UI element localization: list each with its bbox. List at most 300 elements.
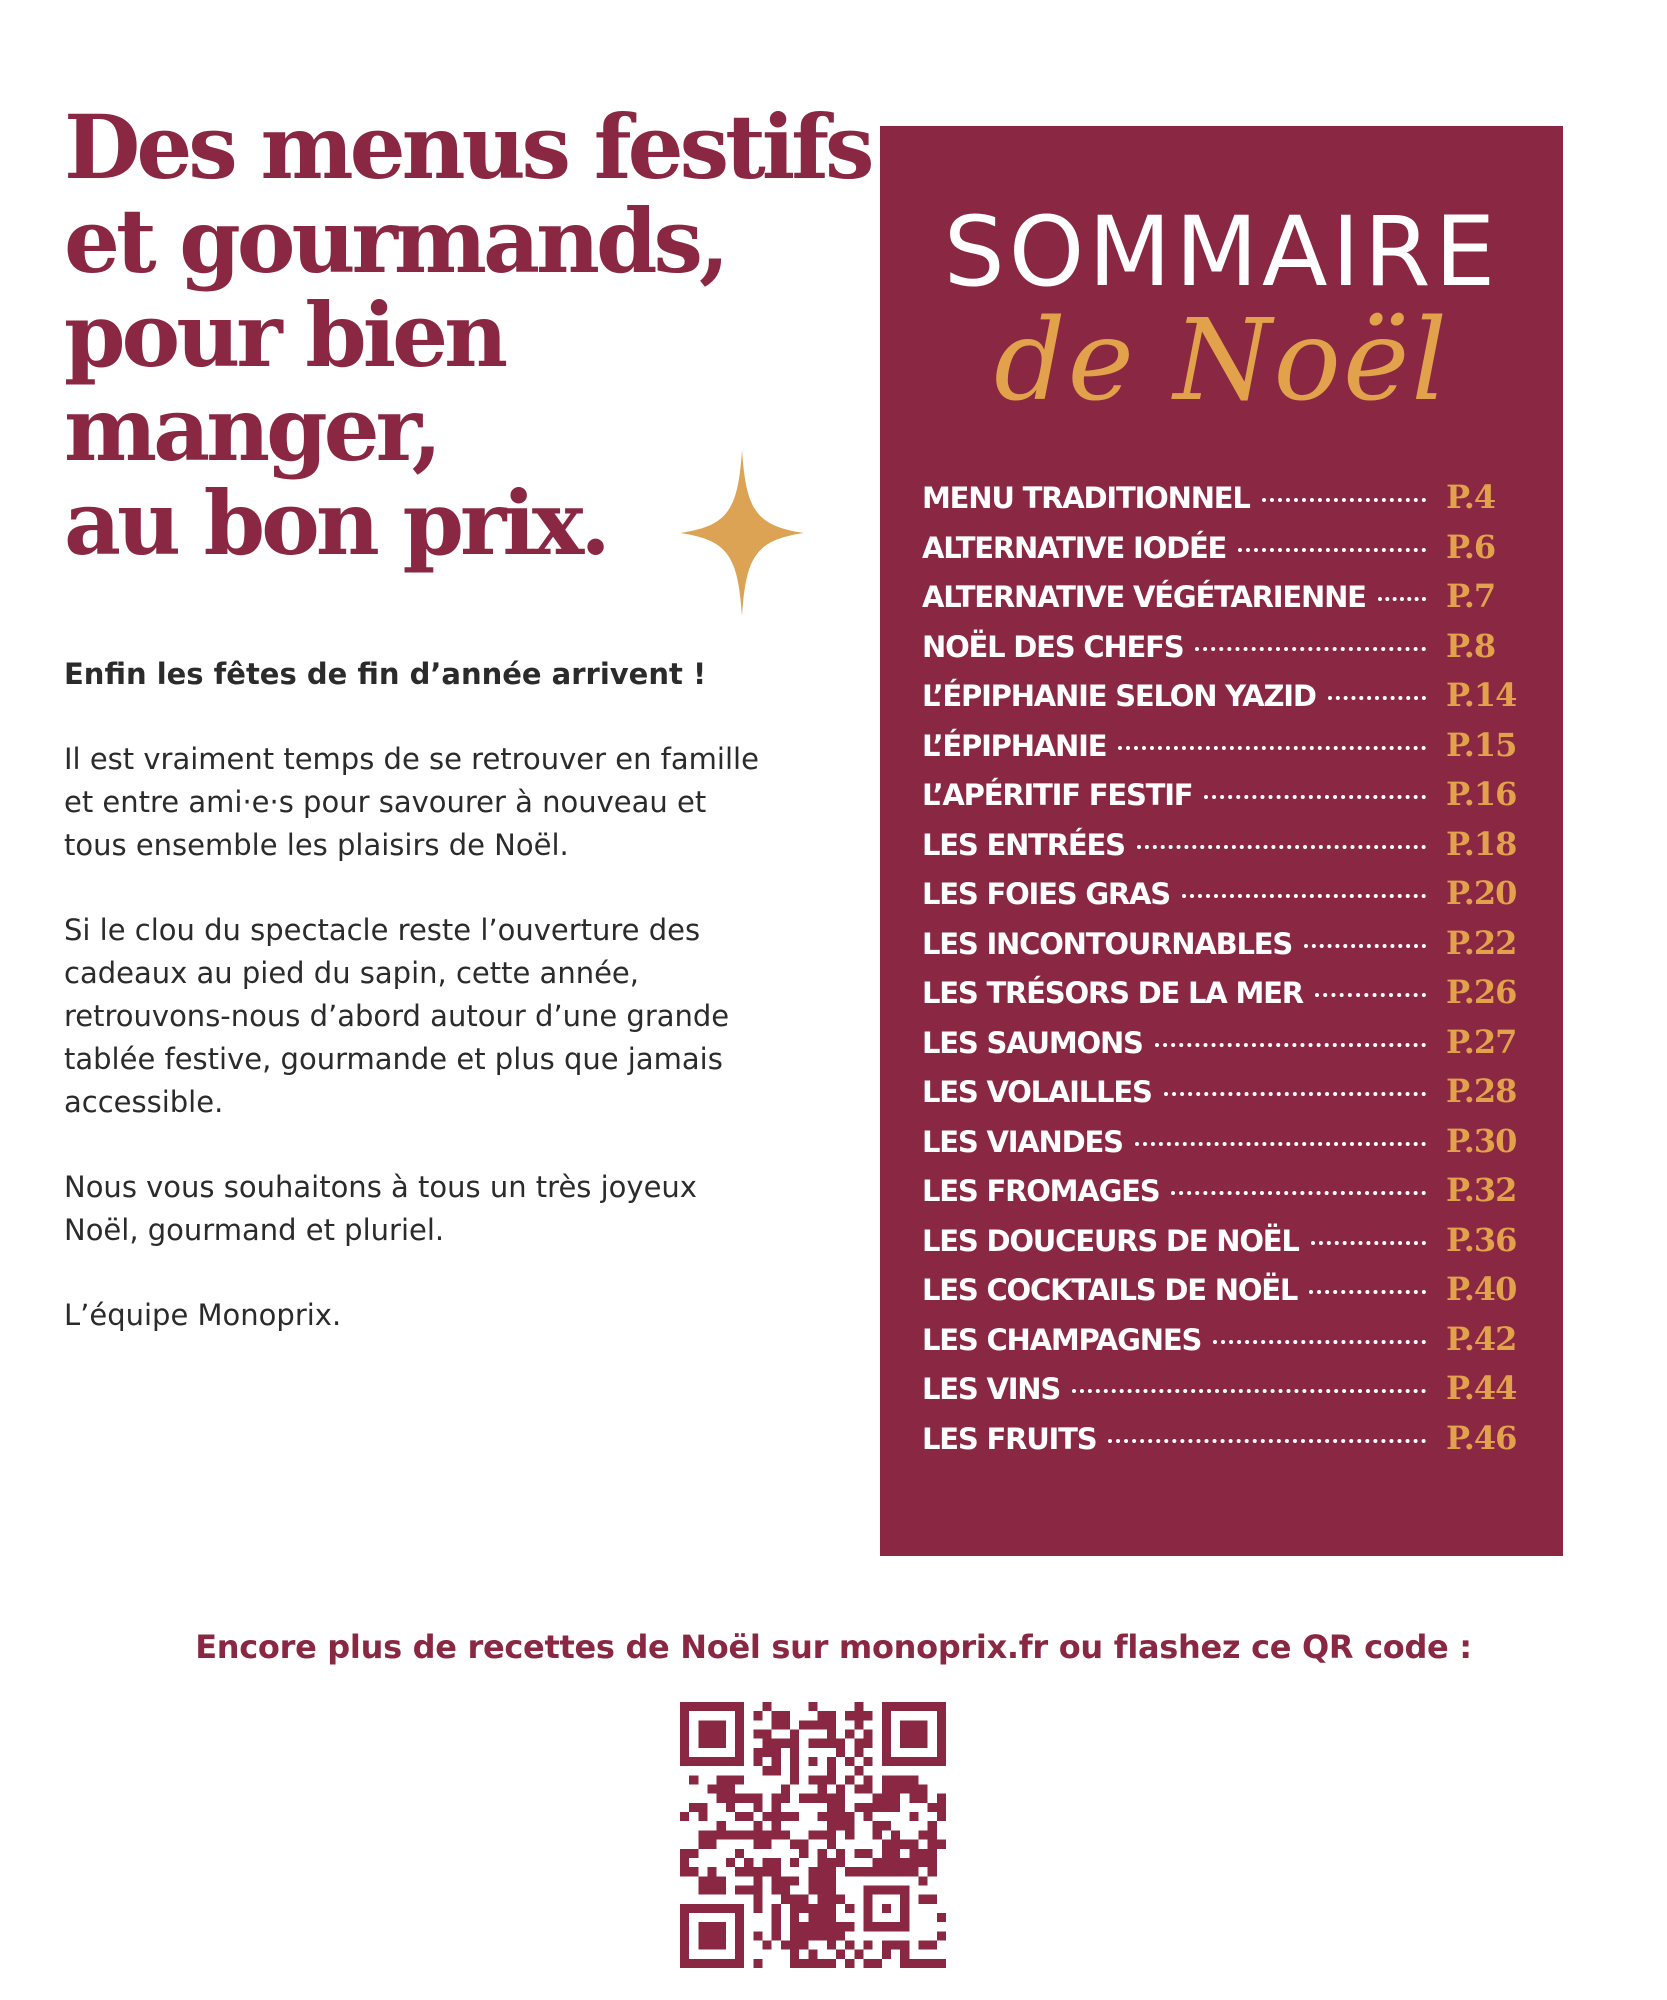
- qr-module: [799, 1720, 808, 1729]
- qr-module: [928, 1867, 937, 1876]
- toc-page: P.44: [1446, 1369, 1517, 1407]
- qr-module: [808, 1876, 817, 1885]
- qr-module: [854, 1748, 863, 1757]
- qr-module: [827, 1803, 836, 1812]
- toc-page: P.7: [1446, 577, 1496, 615]
- qr-module: [763, 1702, 772, 1711]
- qr-module: [808, 1904, 817, 1913]
- qr-module: [918, 1940, 927, 1949]
- qr-module: [781, 1720, 790, 1729]
- toc-dots: [1328, 696, 1426, 700]
- qr-module: [928, 1895, 937, 1904]
- qr-module: [708, 1885, 717, 1894]
- qr-module: [845, 1711, 854, 1720]
- qr-module: [717, 1830, 726, 1839]
- qr-module: [717, 1794, 726, 1803]
- qr-module: [799, 1840, 808, 1849]
- toc-page: P.14: [1446, 676, 1517, 714]
- qr-module: [882, 1849, 891, 1858]
- qr-module: [753, 1867, 762, 1876]
- qr-module: [854, 1867, 863, 1876]
- qr-module: [717, 1785, 726, 1794]
- qr-module: [928, 1940, 937, 1949]
- qr-module: [891, 1785, 900, 1794]
- qr-module: [818, 1720, 827, 1729]
- qr-module: [790, 1739, 799, 1748]
- qr-module: [772, 1739, 781, 1748]
- qr-module: [891, 1840, 900, 1849]
- qr-module: [680, 1858, 689, 1867]
- qr-module: [772, 1766, 781, 1775]
- qr-module: [827, 1739, 836, 1748]
- qr-module: [772, 1821, 781, 1830]
- qr-module: [708, 1830, 717, 1839]
- qr-module: [882, 1775, 891, 1784]
- qr-module: [790, 1922, 799, 1931]
- qr-module: [827, 1885, 836, 1894]
- qr-module: [753, 1959, 762, 1968]
- headline-line: pour bien: [64, 283, 505, 387]
- toc-page: P.46: [1446, 1418, 1517, 1457]
- toc-dots: [1195, 647, 1426, 651]
- qr-module: [891, 1940, 900, 1949]
- intro-text: [64, 653, 774, 1379]
- qr-module: [790, 1812, 799, 1821]
- qr-module: [827, 1895, 836, 1904]
- qr-module: [827, 1913, 836, 1922]
- qr-module: [909, 1785, 918, 1794]
- qr-module: [827, 1858, 836, 1867]
- toc-label: LES VINS: [922, 1372, 1061, 1406]
- qr-module: [781, 1876, 790, 1885]
- qr-module: [818, 1922, 827, 1931]
- qr-module: [753, 1840, 762, 1849]
- toc-dots: [1309, 1290, 1426, 1294]
- qr-module: [900, 1775, 909, 1784]
- qr-module: [827, 1959, 836, 1968]
- qr-module: [928, 1959, 937, 1968]
- qr-module: [708, 1867, 717, 1876]
- qr-module: [928, 1830, 937, 1839]
- headline-line: au bon prix.: [64, 471, 607, 575]
- qr-module: [845, 1867, 854, 1876]
- qr-module: [836, 1895, 845, 1904]
- qr-module: [918, 1858, 927, 1867]
- qr-module: [827, 1830, 836, 1839]
- qr-module: [873, 1959, 882, 1968]
- qr-module: [827, 1757, 836, 1766]
- qr-module: [753, 1821, 762, 1830]
- qr-module: [772, 1931, 781, 1940]
- intro-lead: Enfin les fêtes de fin d’année arrivent !: [64, 657, 707, 691]
- qr-module: [827, 1876, 836, 1885]
- qr-module: [744, 1794, 753, 1803]
- qr-module: [836, 1931, 845, 1940]
- table-of-contents: [922, 478, 1522, 1468]
- qr-module: [790, 1840, 799, 1849]
- qr-module: [818, 1830, 827, 1839]
- qr-module: [808, 1950, 817, 1959]
- toc-page: P.16: [1446, 775, 1517, 813]
- qr-module: [808, 1720, 817, 1729]
- qr-module: [753, 1876, 762, 1885]
- intro-paragraph: Il est vraiment temps de se retrouver en famille et entre ami·e·s pour savourer à nouveau et tous ensemble les plaisirs de Noël.: [64, 742, 759, 862]
- qr-module: [873, 1867, 882, 1876]
- qr-module: [854, 1720, 863, 1729]
- qr-module: [772, 1711, 781, 1720]
- qr-module: [808, 1757, 817, 1766]
- qr-module: [900, 1867, 909, 1876]
- qr-module: [937, 1913, 946, 1922]
- qr-module: [818, 1858, 827, 1867]
- qr-module: [680, 1867, 689, 1876]
- qr-module: [753, 1794, 762, 1803]
- toc-item[interactable]: [922, 1369, 1522, 1419]
- qr-module: [854, 1739, 863, 1748]
- qr-module: [708, 1840, 717, 1849]
- qr-module: [735, 1812, 744, 1821]
- toc-dots: [1155, 1043, 1426, 1047]
- toc-item[interactable]: [922, 528, 1522, 578]
- qr-module: [799, 1940, 808, 1949]
- qr-module: [818, 1959, 827, 1968]
- qr-module: [753, 1885, 762, 1894]
- qr-module: [772, 1858, 781, 1867]
- toc-item[interactable]: [922, 1023, 1522, 1073]
- qr-module: [845, 1959, 854, 1968]
- qr-module: [808, 1702, 817, 1711]
- toc-item[interactable]: [922, 874, 1522, 924]
- qr-module: [763, 1858, 772, 1867]
- toc-item[interactable]: [922, 627, 1522, 677]
- qr-module: [918, 1959, 927, 1968]
- qr-module: [763, 1940, 772, 1949]
- toc-label: ALTERNATIVE IODÉE: [922, 530, 1227, 565]
- toc-page: P.18: [1446, 824, 1517, 863]
- qr-module: [937, 1931, 946, 1940]
- sommaire-subtitle: de Noël: [993, 296, 1450, 426]
- qr-module: [689, 1849, 698, 1858]
- toc-item[interactable]: [922, 1171, 1522, 1221]
- qr-module: [735, 1775, 744, 1784]
- qr-module: [772, 1867, 781, 1876]
- four-point-star-icon: [680, 450, 804, 616]
- qr-module: [790, 1748, 799, 1757]
- toc-page: P.22: [1446, 923, 1517, 962]
- qr-module: [863, 1757, 872, 1766]
- qr-module: [909, 1867, 918, 1876]
- qr-module: [863, 1959, 872, 1968]
- qr-module: [863, 1803, 872, 1812]
- qr-module: [772, 1922, 781, 1931]
- qr-module: [753, 1711, 762, 1720]
- toc-label: LES CHAMPAGNES: [922, 1322, 1202, 1357]
- toc-item[interactable]: [922, 1122, 1522, 1172]
- toc-label: LES DOUCEURS DE NOËL: [922, 1223, 1299, 1258]
- qr-module: [882, 1840, 891, 1849]
- qr-module: [818, 1867, 827, 1876]
- qr-module: [735, 1867, 744, 1876]
- qr-module: [854, 1702, 863, 1711]
- intro-paragraph: Nous vous souhaitons à tous un très joyeux Noël, gourmand et pluriel.: [64, 1170, 697, 1247]
- sommaire-title: SOMMAIRE: [943, 196, 1500, 308]
- qr-module: [882, 1867, 891, 1876]
- headline-line: et gourmands,: [64, 189, 726, 293]
- toc-label: LES FROMAGES: [922, 1174, 1160, 1208]
- qr-module: [772, 1748, 781, 1757]
- qr-module: [937, 1812, 946, 1821]
- qr-module: [708, 1785, 717, 1794]
- toc-page: P.26: [1446, 973, 1517, 1011]
- qr-module: [717, 1885, 726, 1894]
- sommaire-panel: [880, 126, 1563, 1556]
- toc-page: P.6: [1446, 527, 1496, 566]
- qr-module: [799, 1895, 808, 1904]
- qr-module: [827, 1940, 836, 1949]
- qr-module: [818, 1876, 827, 1885]
- qr-call-to-action: Encore plus de recettes de Noël sur monoprix.fr ou flashez ce QR code :: [195, 1628, 1472, 1666]
- toc-item[interactable]: [922, 676, 1522, 726]
- toc-label: L’ÉPIPHANIE: [922, 728, 1107, 763]
- qr-module: [763, 1748, 772, 1757]
- qr-module: [827, 1904, 836, 1913]
- qr-module: [808, 1922, 817, 1931]
- toc-item[interactable]: [922, 924, 1522, 974]
- qr-module: [818, 1931, 827, 1940]
- toc-label: LES ENTRÉES: [922, 827, 1125, 862]
- qr-module: [790, 1959, 799, 1968]
- qr-module: [708, 1876, 717, 1885]
- intro-signature: L’équipe Monoprix.: [64, 1298, 342, 1332]
- qr-module: [790, 1895, 799, 1904]
- qr-module: [836, 1739, 845, 1748]
- toc-page: P.30: [1446, 1121, 1517, 1160]
- qr-module: [928, 1858, 937, 1867]
- qr-module: [900, 1785, 909, 1794]
- toc-item[interactable]: [922, 1320, 1522, 1370]
- toc-item[interactable]: [922, 1270, 1522, 1320]
- qr-module: [863, 1739, 872, 1748]
- qr-module: [790, 1913, 799, 1922]
- qr-module: [753, 1895, 762, 1904]
- qr-module: [836, 1950, 845, 1959]
- qr-module: [790, 1931, 799, 1940]
- qr-module: [845, 1775, 854, 1784]
- qr-module: [836, 1748, 845, 1757]
- qr-module: [772, 1876, 781, 1885]
- qr-module: [863, 1730, 872, 1739]
- qr-module: [726, 1794, 735, 1803]
- qr-module: [918, 1794, 927, 1803]
- qr-module: [799, 1931, 808, 1940]
- qr-module: [891, 1867, 900, 1876]
- toc-item[interactable]: [922, 726, 1522, 776]
- toc-item[interactable]: [922, 577, 1522, 627]
- qr-module: [808, 1739, 817, 1748]
- qr-module: [808, 1830, 817, 1839]
- qr-module: [698, 1803, 707, 1812]
- qr-module: [836, 1858, 845, 1867]
- qr-module: [845, 1940, 854, 1949]
- toc-page: P.36: [1446, 1220, 1517, 1259]
- qr-module: [836, 1794, 845, 1803]
- qr-module: [772, 1885, 781, 1894]
- qr-module: [900, 1950, 909, 1959]
- qr-module: [882, 1803, 891, 1812]
- toc-page: P.15: [1446, 725, 1517, 764]
- qr-module: [763, 1812, 772, 1821]
- qr-module: [790, 1775, 799, 1784]
- qr-module: [808, 1867, 817, 1876]
- qr-module: [763, 1830, 772, 1839]
- qr-module: [735, 1885, 744, 1894]
- qr-module: [818, 1739, 827, 1748]
- toc-page: P.40: [1446, 1270, 1517, 1308]
- qr-module: [818, 1711, 827, 1720]
- qr-module: [882, 1950, 891, 1959]
- qr-module: [836, 1803, 845, 1812]
- qr-module: [918, 1830, 927, 1839]
- toc-label: LES VIANDES: [922, 1124, 1123, 1159]
- qr-module: [790, 1876, 799, 1885]
- qr-module: [726, 1775, 735, 1784]
- qr-module: [863, 1849, 872, 1858]
- qr-module: [772, 1913, 781, 1922]
- qr-module: [790, 1904, 799, 1913]
- qr-module: [918, 1785, 927, 1794]
- qr-module: [818, 1794, 827, 1803]
- qr-module: [698, 1812, 707, 1821]
- qr-module: [772, 1812, 781, 1821]
- qr-module: [891, 1830, 900, 1839]
- qr-code-icon[interactable]: [680, 1702, 946, 1968]
- qr-module: [854, 1766, 863, 1775]
- toc-label: LES VOLAILLES: [922, 1075, 1152, 1109]
- qr-module: [790, 1757, 799, 1766]
- qr-module: [781, 1940, 790, 1949]
- toc-item[interactable]: [922, 1221, 1522, 1271]
- qr-module: [698, 1876, 707, 1885]
- qr-module: [836, 1821, 845, 1830]
- qr-module: [818, 1895, 827, 1904]
- qr-module: [781, 1794, 790, 1803]
- qr-module: [882, 1794, 891, 1803]
- qr-module: [790, 1858, 799, 1867]
- qr-module: [882, 1940, 891, 1949]
- toc-dots: [1311, 1241, 1426, 1245]
- qr-module: [726, 1803, 735, 1812]
- qr-module: [836, 1785, 845, 1794]
- qr-module: [808, 1913, 817, 1922]
- qr-module: [772, 1904, 781, 1913]
- toc-dots: [1238, 548, 1426, 552]
- qr-module: [726, 1858, 735, 1867]
- toc-item[interactable]: [922, 775, 1522, 825]
- qr-module: [928, 1803, 937, 1812]
- toc-item[interactable]: [922, 1072, 1522, 1122]
- qr-module: [689, 1867, 698, 1876]
- qr-module: [827, 1711, 836, 1720]
- qr-module: [790, 1766, 799, 1775]
- qr-module: [744, 1830, 753, 1839]
- qr-module: [818, 1885, 827, 1894]
- qr-module: [799, 1959, 808, 1968]
- qr-module: [772, 1803, 781, 1812]
- qr-module: [698, 1885, 707, 1894]
- toc-label: MENU TRADITIONNEL: [922, 481, 1250, 515]
- qr-module: [799, 1904, 808, 1913]
- toc-label: LES FRUITS: [922, 1421, 1097, 1456]
- qr-module: [863, 1711, 872, 1720]
- toc-item[interactable]: [922, 478, 1522, 528]
- qr-module: [799, 1922, 808, 1931]
- qr-module: [735, 1830, 744, 1839]
- qr-module: [744, 1867, 753, 1876]
- qr-module: [900, 1940, 909, 1949]
- qr-module: [781, 1885, 790, 1894]
- qr-module: [836, 1922, 845, 1931]
- qr-module: [854, 1711, 863, 1720]
- qr-module: [900, 1858, 909, 1867]
- qr-module: [900, 1840, 909, 1849]
- qr-module: [845, 1812, 854, 1821]
- qr-module: [827, 1730, 836, 1739]
- toc-label: LES SAUMONS: [922, 1025, 1143, 1060]
- qr-module: [818, 1785, 827, 1794]
- qr-module: [937, 1803, 946, 1812]
- qr-module: [845, 1757, 854, 1766]
- qr-module: [891, 1858, 900, 1867]
- qr-module: [818, 1775, 827, 1784]
- qr-module: [827, 1867, 836, 1876]
- qr-module: [909, 1794, 918, 1803]
- qr-module: [808, 1931, 817, 1940]
- toc-page: P.28: [1446, 1072, 1517, 1110]
- qr-module: [781, 1739, 790, 1748]
- qr-module: [845, 1830, 854, 1839]
- toc-dots: [1204, 795, 1426, 799]
- qr-module: [827, 1821, 836, 1830]
- qr-module: [900, 1959, 909, 1968]
- toc-item[interactable]: [922, 973, 1522, 1023]
- qr-module: [735, 1794, 744, 1803]
- toc-page: P.27: [1446, 1022, 1517, 1061]
- qr-module: [827, 1840, 836, 1849]
- qr-module: [763, 1840, 772, 1849]
- qr-module: [918, 1876, 927, 1885]
- qr-module: [772, 1830, 781, 1839]
- toc-dots: [1213, 1340, 1426, 1344]
- qr-module: [689, 1803, 698, 1812]
- qr-module: [698, 1830, 707, 1839]
- toc-dots: [1171, 1191, 1426, 1195]
- qr-module: [937, 1840, 946, 1849]
- qr-module: [818, 1913, 827, 1922]
- qr-module: [772, 1794, 781, 1803]
- toc-label: LES TRÉSORS DE LA MER: [922, 976, 1303, 1010]
- qr-module: [909, 1840, 918, 1849]
- toc-item[interactable]: [922, 1419, 1522, 1469]
- qr-module: [753, 1730, 762, 1739]
- qr-module: [680, 1849, 689, 1858]
- qr-module: [873, 1830, 882, 1839]
- qr-module: [928, 1840, 937, 1849]
- toc-item[interactable]: [922, 825, 1522, 875]
- qr-module: [781, 1785, 790, 1794]
- qr-module: [827, 1766, 836, 1775]
- qr-module: [836, 1849, 845, 1858]
- qr-module: [891, 1794, 900, 1803]
